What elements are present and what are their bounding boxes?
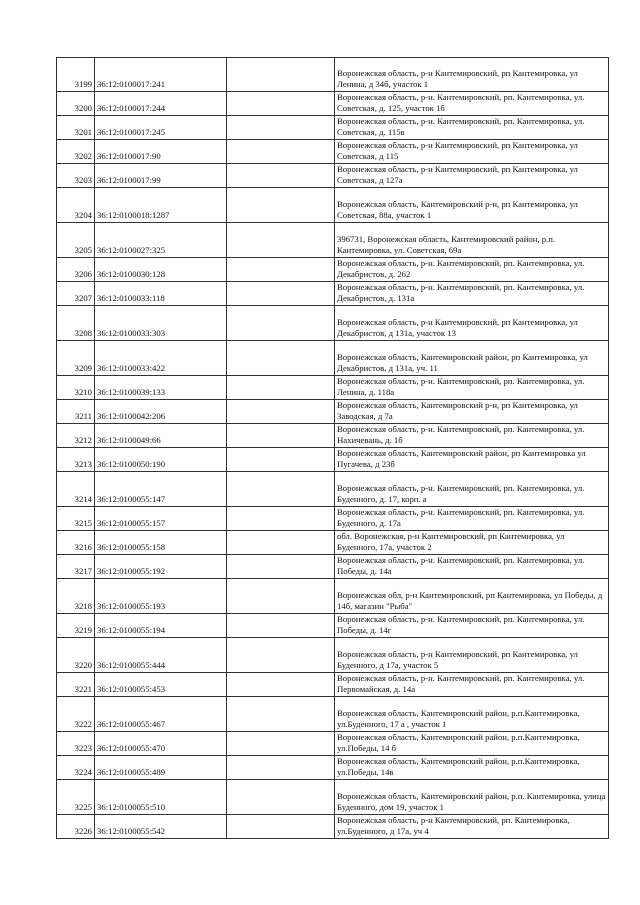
cadastral-number-cell: 36:12:0100055:192 (95, 555, 227, 579)
cadastral-number-cell: 36:12:0100017:244 (95, 92, 227, 116)
row-number-cell: 3215 (57, 507, 95, 531)
table-row (57, 58, 609, 92)
empty-cell (227, 282, 335, 306)
row-number-cell: 3201 (57, 116, 95, 140)
table-row (57, 697, 609, 732)
row-number-cell: 3225 (57, 780, 95, 815)
row-number-cell: 3220 (57, 638, 95, 673)
table-row (57, 673, 609, 697)
address-cell: Воронежская область, Кантемировский район, рп Кантемировка ул Пугачева, д 23б (335, 448, 609, 472)
cadastral-number-cell: 36:12:0100017:99 (95, 164, 227, 188)
empty-cell (227, 164, 335, 188)
row-number-cell: 3205 (57, 223, 95, 258)
table-row (57, 638, 609, 673)
empty-cell (227, 376, 335, 400)
address-cell: Воронежская область, Кантемировский район, р.п.Кантемировка, ул.Победы, 14в (335, 756, 609, 780)
cadastral-number-cell: 36:12:0100017:245 (95, 116, 227, 140)
cadastral-number-cell: 36:12:0100055:147 (95, 472, 227, 507)
row-number-cell: 3224 (57, 756, 95, 780)
cadastral-number-cell: 36:12:0100055:470 (95, 732, 227, 756)
table-body (57, 58, 609, 839)
address-cell: Воронежская область, р-н Кантемировский, рп Кантемировка, ул Советская, д 127а (335, 164, 609, 188)
cadastral-number-cell: 36:12:0100055:157 (95, 507, 227, 531)
address-cell: Воронежская область, р-н Кантемировский, рп Кантемировка, ул Ленина, д 34б, участок 1 (335, 58, 609, 92)
cadastral-number-cell: 36:12:0100017:90 (95, 140, 227, 164)
address-cell: Воронежская область, р-н. Кантемировский, рп. Кантемировка, ул. Декабристов, д. 131а (335, 282, 609, 306)
address-cell: Воронежская область, р-н. Кантемировский, рп. Кантемировка, ул. Первомайская, д. 14а (335, 673, 609, 697)
table-row (57, 306, 609, 341)
table-row (57, 614, 609, 638)
row-number-cell: 3212 (57, 424, 95, 448)
address-cell: Воронежская область, р-н. Кантемировский, рп. Кантемировка, ул. Советская, д. 125, участок 1б (335, 92, 609, 116)
table-row (57, 472, 609, 507)
empty-cell (227, 697, 335, 732)
empty-cell (227, 116, 335, 140)
cadastral-number-cell: 36:12:0100055:193 (95, 579, 227, 614)
cadastral-number-cell: 36:12:0100033:303 (95, 306, 227, 341)
address-cell: 396731, Воронежская область, Кантемировский район, р.п. Кантемировка, ул. Советская, 69а (335, 223, 609, 258)
empty-cell (227, 424, 335, 448)
table-row (57, 815, 609, 839)
row-number-cell: 3223 (57, 732, 95, 756)
table-row (57, 116, 609, 140)
address-cell: Воронежская область, р-н. Кантемировский, рп. Кантемировка, ул. Победы, д. 14г (335, 614, 609, 638)
empty-cell (227, 188, 335, 223)
cadastral-number-cell: 36:12:0100055:453 (95, 673, 227, 697)
table-row (57, 258, 609, 282)
table-row (57, 507, 609, 531)
cadastral-number-cell: 36:12:0100055:542 (95, 815, 227, 839)
table-row (57, 376, 609, 400)
row-number-cell: 3213 (57, 448, 95, 472)
cadastral-number-cell: 36:12:0100055:444 (95, 638, 227, 673)
empty-cell (227, 531, 335, 555)
empty-cell (227, 400, 335, 424)
cadastral-number-cell: 36:12:0100050:190 (95, 448, 227, 472)
address-cell: Воронежская область, Кантемировский район, рп Кантемировка, ул Декабристов, д 131а, уч. 11 (335, 341, 609, 376)
empty-cell (227, 507, 335, 531)
land-plot-table (56, 57, 609, 839)
empty-cell (227, 258, 335, 282)
empty-cell (227, 638, 335, 673)
address-cell: Воронежская обл, р-н Кантемировский, рп Кантемировка, ул Победы, д 14б, магазин "Рыба" (335, 579, 609, 614)
address-cell: Воронежская область, Кантемировский р-н, рп Кантемировка, ул Советская, 88а, участок 1 (335, 188, 609, 223)
cadastral-number-cell: 36:12:0100027:325 (95, 223, 227, 258)
table-row (57, 448, 609, 472)
address-cell: Воронежская область, р-н Кантемировский, рп Кантемировка, ул Декабристов, д 131а, участок 13 (335, 306, 609, 341)
table-row (57, 341, 609, 376)
table-row (57, 282, 609, 306)
empty-cell (227, 306, 335, 341)
address-cell: Воронежская область, р-н. Кантемировский, рп. Кантемировка, ул. Декабристов, д. 262 (335, 258, 609, 282)
cadastral-number-cell: 36:12:0100033:118 (95, 282, 227, 306)
table-row (57, 188, 609, 223)
empty-cell (227, 58, 335, 92)
cadastral-number-cell: 36:12:0100030:128 (95, 258, 227, 282)
row-number-cell: 3203 (57, 164, 95, 188)
address-cell: Воронежская область, р-н Кантемировский, рп. Кантемировка, ул.Буденного, д 17а, уч 4 (335, 815, 609, 839)
empty-cell (227, 673, 335, 697)
row-number-cell: 3207 (57, 282, 95, 306)
row-number-cell: 3216 (57, 531, 95, 555)
table-row (57, 555, 609, 579)
empty-cell (227, 555, 335, 579)
address-cell: Воронежская область, р-н. Кантемировский, рп. Кантемировка, ул. Советская, д. 115в (335, 116, 609, 140)
address-cell: Воронежская область, р-н. Кантемировский, рп. Кантемировка, ул. Буденного, д. 17а (335, 507, 609, 531)
table-row (57, 732, 609, 756)
row-number-cell: 3211 (57, 400, 95, 424)
empty-cell (227, 92, 335, 116)
table-row (57, 92, 609, 116)
empty-cell (227, 223, 335, 258)
table-row (57, 164, 609, 188)
row-number-cell: 3226 (57, 815, 95, 839)
row-number-cell: 3199 (57, 58, 95, 92)
address-cell: обл. Воронежская, р-н Кантемировский, рп Кантемировка, ул Буденного, 17а, участок 2 (335, 531, 609, 555)
address-cell: Воронежская область, р-н Кантемировский, рп Кантемировка, ул Буденного, д 17а, участок 5 (335, 638, 609, 673)
cadastral-number-cell: 36:12:0100055:194 (95, 614, 227, 638)
empty-cell (227, 448, 335, 472)
address-cell: Воронежская область, р-н. Кантемировский, рп. Кантемировка, ул. Победы, д. 14а (335, 555, 609, 579)
cadastral-number-cell: 36:12:0100018:1287 (95, 188, 227, 223)
row-number-cell: 3202 (57, 140, 95, 164)
address-cell: Воронежская область, р-н. Кантемировский, рп. Кантемировка, ул. Буденного, д. 17, корп. а (335, 472, 609, 507)
row-number-cell: 3209 (57, 341, 95, 376)
cadastral-number-cell: 36:12:0100039:133 (95, 376, 227, 400)
table-row (57, 756, 609, 780)
row-number-cell: 3200 (57, 92, 95, 116)
cadastral-number-cell: 36:12:0100042:206 (95, 400, 227, 424)
empty-cell (227, 579, 335, 614)
row-number-cell: 3217 (57, 555, 95, 579)
empty-cell (227, 732, 335, 756)
row-number-cell: 3208 (57, 306, 95, 341)
address-cell: Воронежская область, р-н. Кантемировский, рп. Кантемировка, ул. Нахичевань, д. 1б (335, 424, 609, 448)
table-row (57, 223, 609, 258)
empty-cell (227, 140, 335, 164)
address-cell: Воронежская область, Кантемировский район, р.п.Кантемировка, ул.Буденного, 17 а , участок 1 (335, 697, 609, 732)
empty-cell (227, 472, 335, 507)
table-row (57, 400, 609, 424)
empty-cell (227, 756, 335, 780)
table-row (57, 140, 609, 164)
table-row (57, 780, 609, 815)
table-row (57, 579, 609, 614)
address-cell: Воронежская область, Кантемировский р-н, рп Кантемировка, ул Заводская, д 7а (335, 400, 609, 424)
row-number-cell: 3214 (57, 472, 95, 507)
cadastral-number-cell: 36:12:0100049:66 (95, 424, 227, 448)
address-cell: Воронежская область, р-н Кантемировский, рп Кантемировка, ул Советская, д 115 (335, 140, 609, 164)
address-cell: Воронежская область, Кантемировский район, р.п. Кантемировка, улица Буденного, дом 19, участок 1 (335, 780, 609, 815)
row-number-cell: 3218 (57, 579, 95, 614)
table-row (57, 531, 609, 555)
cadastral-number-cell: 36:12:0100055:467 (95, 697, 227, 732)
address-cell: Воронежская область, р-н. Кантемировский, рп. Кантемировка, ул. Ленина, д. 118а (335, 376, 609, 400)
empty-cell (227, 614, 335, 638)
row-number-cell: 3222 (57, 697, 95, 732)
empty-cell (227, 780, 335, 815)
row-number-cell: 3221 (57, 673, 95, 697)
table-row (57, 424, 609, 448)
cadastral-number-cell: 36:12:0100055:489 (95, 756, 227, 780)
cadastral-number-cell: 36:12:0100055:510 (95, 780, 227, 815)
row-number-cell: 3219 (57, 614, 95, 638)
row-number-cell: 3210 (57, 376, 95, 400)
address-cell: Воронежская область, Кантемировский район, р.п.Кантемировка, ул.Победы, 14 б (335, 732, 609, 756)
empty-cell (227, 341, 335, 376)
empty-cell (227, 815, 335, 839)
row-number-cell: 3204 (57, 188, 95, 223)
cadastral-number-cell: 36:12:0100033:422 (95, 341, 227, 376)
row-number-cell: 3206 (57, 258, 95, 282)
cadastral-number-cell: 36:12:0100017:241 (95, 58, 227, 92)
cadastral-number-cell: 36:12:0100055:158 (95, 531, 227, 555)
